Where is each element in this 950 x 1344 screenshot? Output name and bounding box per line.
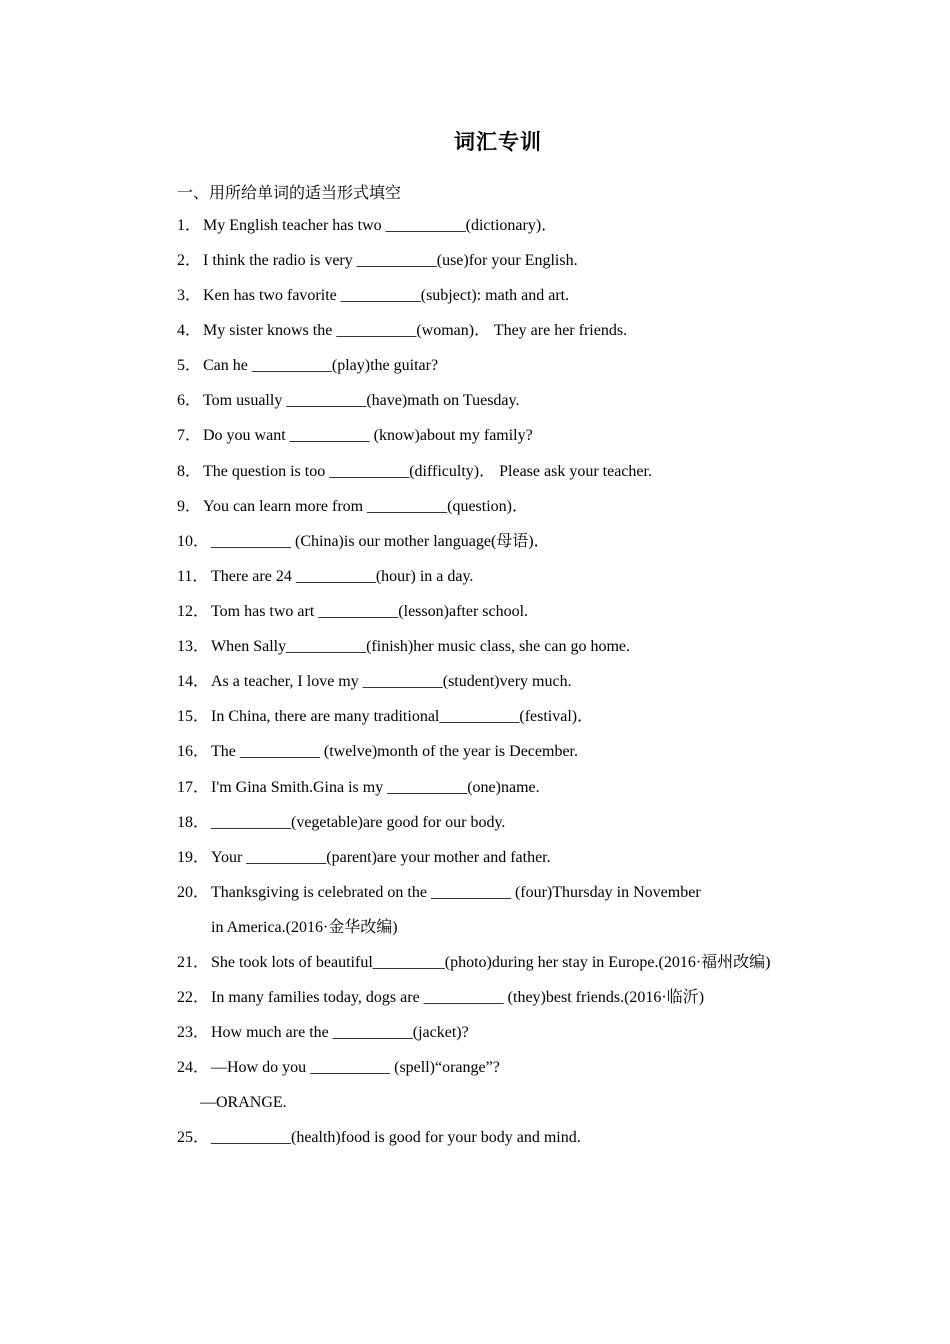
question-number: 11． bbox=[177, 568, 209, 585]
question-number: 2． bbox=[177, 252, 202, 269]
question-number: 7． bbox=[177, 427, 202, 444]
question-item bbox=[177, 1128, 581, 1148]
question-item bbox=[177, 216, 557, 236]
question-text: Thanksgiving is celebrated on the __________ (four)Thursday in November bbox=[211, 884, 701, 901]
question-number: 17． bbox=[177, 779, 210, 796]
question-text: When Sally__________(finish)her music class, she can go home. bbox=[211, 638, 631, 655]
question-item bbox=[177, 602, 528, 622]
question-number: 16． bbox=[177, 743, 210, 760]
question-number: 12． bbox=[177, 603, 210, 620]
question-number: 4． bbox=[177, 322, 202, 339]
question-item bbox=[177, 672, 572, 692]
question-item bbox=[177, 356, 438, 376]
question-item bbox=[177, 988, 704, 1008]
question-text: Do you want __________ (know)about my family? bbox=[203, 427, 533, 444]
question-text: I'm Gina Smith.Gina is my __________(one)name. bbox=[211, 779, 540, 796]
question-number: 18． bbox=[177, 814, 210, 831]
question-text: The __________ (twelve)month of the year is December. bbox=[211, 743, 578, 760]
question-item bbox=[177, 462, 652, 482]
question-number: 1． bbox=[177, 217, 202, 234]
question-item bbox=[177, 707, 593, 727]
question-item bbox=[177, 567, 473, 587]
question-number: 9． bbox=[177, 498, 202, 515]
question-continuation: in America.(2016·金华改编) bbox=[211, 919, 398, 936]
question-number: 19． bbox=[177, 849, 210, 866]
question-number: 6． bbox=[177, 392, 202, 409]
question-text: You can learn more from __________(question)． bbox=[203, 498, 528, 515]
question-item bbox=[177, 497, 528, 517]
question-item bbox=[177, 391, 519, 411]
question-number: 21． bbox=[177, 954, 210, 971]
question-text: How much are the __________(jacket)? bbox=[211, 1024, 469, 1041]
question-item bbox=[177, 426, 533, 446]
question-item bbox=[177, 637, 630, 657]
question-item bbox=[177, 742, 578, 762]
question-item bbox=[177, 953, 770, 973]
question-text: In China, there are many traditional__________(festival)． bbox=[211, 708, 594, 725]
question-text: Your __________(parent)are your mother and father. bbox=[211, 849, 551, 866]
question-number: 23． bbox=[177, 1024, 210, 1041]
question-text: —How do you __________ (spell)“orange”? bbox=[211, 1059, 500, 1076]
question-number: 15． bbox=[177, 708, 210, 725]
question-number: 10． bbox=[177, 533, 210, 550]
question-number: 5． bbox=[177, 357, 202, 374]
question-item bbox=[177, 813, 505, 833]
question-number: 13． bbox=[177, 638, 210, 655]
question-text: I think the radio is very __________(use)for your English. bbox=[203, 252, 578, 269]
question-number: 20． bbox=[177, 884, 210, 901]
question-item bbox=[177, 251, 578, 271]
question-text: The question is too __________(difficulty)． Please ask your teacher. bbox=[203, 463, 652, 480]
page-title: 词汇专训 bbox=[454, 130, 542, 154]
question-number: 25． bbox=[177, 1129, 210, 1146]
section-heading: 一、用所给单词的适当形式填空 bbox=[177, 183, 402, 202]
question-number: 14． bbox=[177, 673, 210, 690]
question-text: __________(health)food is good for your body and mind. bbox=[211, 1129, 581, 1146]
question-item bbox=[177, 1058, 500, 1078]
question-text: She took lots of beautiful_________(photo)during her stay in Europe.(2016·福州改编) bbox=[211, 954, 771, 971]
question-answer-line: —ORANGE. bbox=[200, 1094, 287, 1111]
question-text: Tom has two art __________(lesson)after school. bbox=[211, 603, 529, 620]
question-item bbox=[177, 321, 627, 341]
question-number: 8． bbox=[177, 463, 202, 480]
question-text: In many families today, dogs are __________ (they)best friends.(2016·临沂) bbox=[211, 989, 705, 1006]
question-number: 3． bbox=[177, 287, 202, 304]
question-item bbox=[177, 1023, 469, 1043]
question-item bbox=[177, 883, 701, 903]
question-item bbox=[177, 532, 550, 552]
question-item bbox=[177, 848, 551, 868]
question-text: __________(vegetable)are good for our body. bbox=[211, 814, 506, 831]
question-item bbox=[177, 286, 569, 306]
question-text: Ken has two favorite __________(subject): math and art. bbox=[203, 287, 570, 304]
question-text: __________ (China)is our mother language(母语)． bbox=[211, 533, 550, 550]
question-item bbox=[177, 778, 540, 798]
question-number: 24． bbox=[177, 1059, 210, 1076]
question-text: My sister knows the __________(woman)． They are her friends. bbox=[203, 322, 628, 339]
question-text: As a teacher, I love my __________(student)very much. bbox=[211, 673, 572, 690]
question-text: My English teacher has two __________(dictionary)． bbox=[203, 217, 558, 234]
question-text: Tom usually __________(have)math on Tuesday. bbox=[203, 392, 520, 409]
question-number: 22． bbox=[177, 989, 210, 1006]
question-text: Can he __________(play)the guitar? bbox=[203, 357, 439, 374]
question-text: There are 24 __________(hour) in a day. bbox=[211, 568, 474, 585]
